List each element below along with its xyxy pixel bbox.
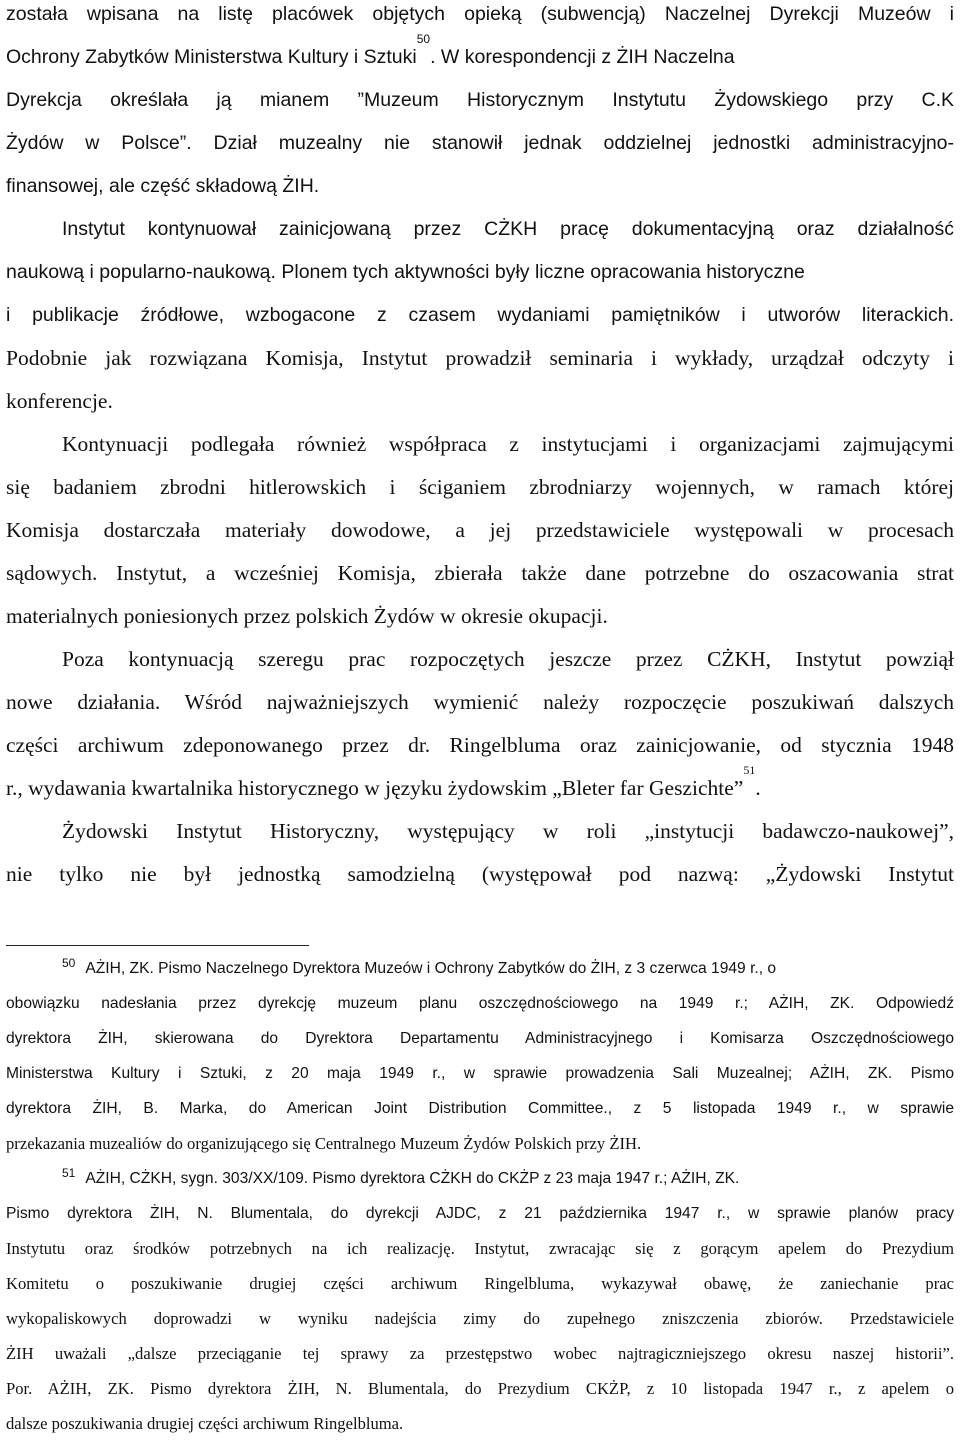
- body-line-11: Kontynuacji podlegała również współpraca z instytucjami i organizacjami zajmującymi: [62, 432, 954, 456]
- body-line-12: się badaniem zbrodni hitlerowskich i ściganiem zbrodniarzy wojennych, w ramach której: [6, 475, 954, 499]
- footnote-51-line-4: Komitetu o poszukiwanie drugiej części archiwum Ringelbluma, wykazywał obawę, że zaniechanie prac: [6, 1274, 954, 1293]
- footnote-number-50: 50: [62, 956, 76, 970]
- body-line-3: Dyrekcja określała ją mianem ”Muzeum Historycznym Instytutu Żydowskiego przy C.K: [6, 89, 954, 111]
- body-line-18: części archiwum zdeponowanego przez dr. Ringelbluma oraz zainicjowanie, od stycznia 1948: [6, 733, 954, 757]
- body-line-1: została wpisana na listę placówek objętych opieką (subwencją) Naczelnej Dyrekcji Muzeów i: [6, 3, 954, 25]
- body-line-20: Żydowski Instytut Historyczny, występujący w roli „instytucji badawczo-naukowej”,: [62, 819, 954, 843]
- body-line-7: naukową i popularno-naukową. Plonem tych aktywności były liczne opracowania historyczne: [6, 261, 805, 283]
- body-line-5: finansowej, ale część składową ŻIH.: [6, 175, 320, 197]
- body-line-9: Podobnie jak rozwiązana Komisja, Instytut prowadził seminaria i wykłady, urządzał odczyty i: [6, 346, 954, 370]
- footnote-separator: [6, 945, 309, 946]
- body-line-16: Poza kontynuacją szeregu prac rozpoczętych jeszcze przez CŻKH, Instytut powziął: [62, 647, 954, 671]
- body-line-8: i publikacje źródłowe, wzbogacone z czasem wydaniami pamiętników i utworów literackich.: [6, 304, 954, 326]
- body-line-17: nowe działania. Wśród najważniejszych wymienić należy rozpoczęcie poszukiwań dalszych: [6, 690, 954, 714]
- footnote-51-line-5: wykopaliskowych doprowadzi w wyniku nadejścia zimy do zupełnego zniszczenia zbiorów. Przedstawiciele: [6, 1309, 954, 1328]
- footnote-ref-50[interactable]: 50: [416, 32, 431, 46]
- footnote-50-line-4: Ministerstwa Kultury i Sztuki, z 20 maja 1949 r., w sprawie prowadzenia Sali Muzealnej; AŻIH, ZK. Pismo: [6, 1065, 954, 1082]
- footnote-50-line-1: 50 AŻIH, ZK. Pismo Naczelnego Dyrektora Muzeów i Ochrony Zabytków do ŻIH, z 3 czerwca 1949 r., o: [62, 958, 954, 980]
- body-line-4: Żydów w Polsce”. Dział muzealny nie stanowił jednak oddzielnej jednostki administracyjno-: [6, 132, 954, 154]
- footnote-50-line-5: dyrektora ŻIH, B. Marka, do American Joint Distribution Committee., z 5 listopada 1949 r., w sprawie: [6, 1100, 954, 1117]
- body-line-13: Komisja dostarczała materiały dowodowe, a jej przedstawiciele występowali w procesach: [6, 518, 954, 542]
- body-line-6: Instytut kontynuował zainicjowaną przez CŻKH pracę dokumentacyjną oraz działalność: [62, 218, 954, 240]
- footnote-51-line-2: Pismo dyrektora ŻIH, N. Blumentala, do dyrekcji AJDC, z 21 października 1947 r., w sprawie planów pracy: [6, 1205, 954, 1222]
- body-line-15: materialnych poniesionych przez polskich Żydów w okresie okupacji.: [6, 604, 608, 628]
- body-line-19: r., wydawania kwartalnika historycznego w języku żydowskim „Bleter far Geszichte”$^{51}$.: [6, 763, 761, 800]
- footnote-51-line-6: ŻIH uważali „dalsze przeciąganie tej sprawy za przestępstwo wobec najtragiczniejszego okresu naszej historii”.: [6, 1344, 954, 1363]
- body-line-14: sądowych. Instytut, a wcześniej Komisja, zbierała także dane potrzebne do oszacowania strat: [6, 561, 954, 585]
- footnote-50-line-2: obowiązku nadesłania przez dyrekcję muzeum planu oszczędnościowego na 1949 r.; AŻIH, ZK. Odpowiedź: [6, 995, 954, 1012]
- body-line-2: Ochrony Zabytków Ministerstwa Kultury i Sztuki$^{50}$. W korespondencji z ŻIH Naczelna: [6, 32, 735, 68]
- footnote-51-line-8: dalsze poszukiwania drugiej części archiwum Ringelbluma.: [6, 1414, 404, 1433]
- footnote-51-line-7: Por. AŻIH, ZK. Pismo dyrektora ŻIH, N. Blumentala, do Prezydium CKŻP, z 10 listopada 1947 r., z apelem o: [6, 1379, 954, 1398]
- body-line-21: nie tylko nie był jednostką samodzielną (występował pod nazwą: „Żydowski Instytut: [6, 862, 954, 886]
- footnote-50-line-6: przekazania muzealiów do organizującego się Centralnego Muzeum Żydów Polskich przy ŻIH.: [6, 1134, 642, 1153]
- body-line-10: konferencje.: [6, 389, 113, 413]
- footnote-51-line-3: Instytutu oraz środków potrzebnych na ich realizację. Instytut, zwracając się z gorącym apelem do Prezydium: [6, 1239, 954, 1258]
- footnote-50-line-3: dyrektora ŻIH, skierowana do Dyrektora Departamentu Administracyjnego i Komisarza Oszczędnościowego: [6, 1030, 954, 1047]
- footnote-number-51: 51: [62, 1166, 76, 1180]
- footnote-51-line-1: 51 AŻIH, CŻKH, sygn. 303/XX/109. Pismo dyrektora CŻKH do CKŻP z 23 maja 1947 r.; AŻIH, ZK.: [62, 1168, 954, 1190]
- footnote-ref-51[interactable]: 51: [743, 763, 756, 777]
